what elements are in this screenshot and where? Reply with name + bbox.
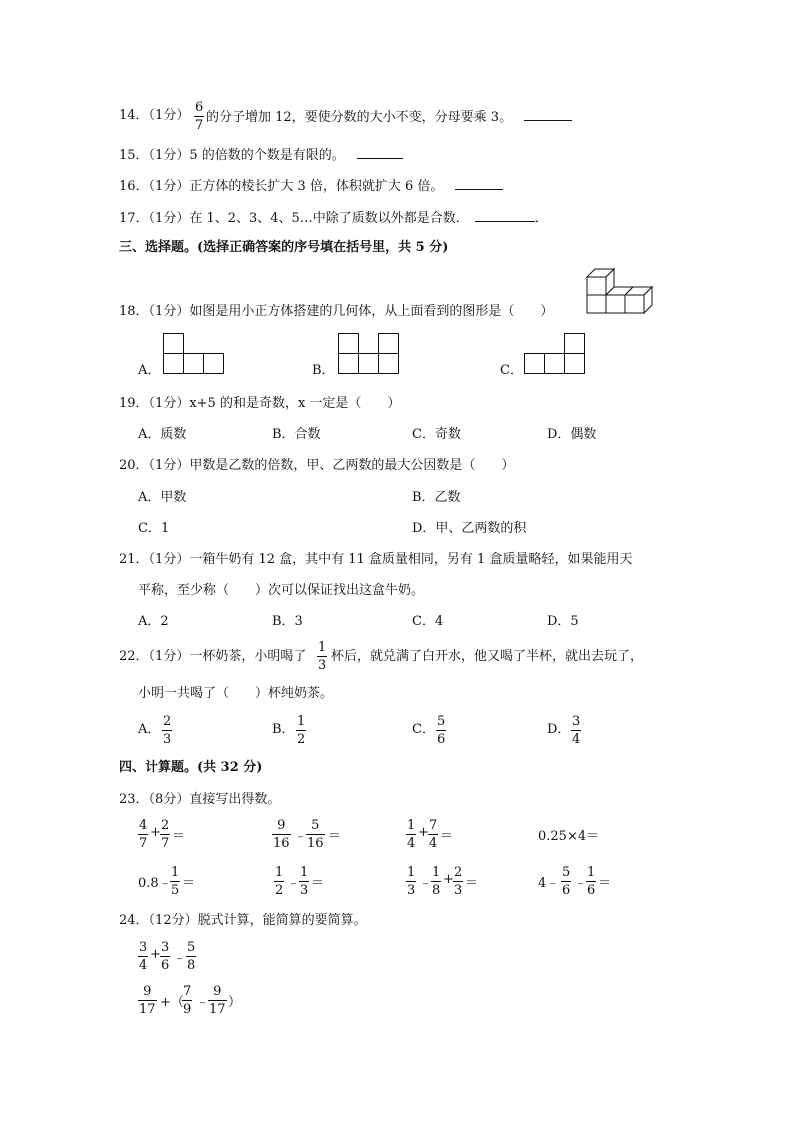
q18-option-b-figure[interactable]: [338, 333, 400, 375]
q20-option-d[interactable]: D．甲、乙两数的积: [412, 521, 527, 536]
denominator: 3: [454, 883, 463, 898]
q23-e8-pre: 4﹣: [538, 876, 560, 891]
numerator: 6: [195, 100, 204, 115]
close-paren: ）: [228, 995, 242, 1010]
numerator: 2: [161, 818, 170, 833]
numerator: 1: [407, 865, 416, 880]
numerator: 3: [139, 940, 148, 955]
q18-option-a-figure[interactable]: [163, 333, 225, 375]
equals-sign: ＝: [311, 876, 325, 891]
question-23: 23．（8分）直接写出得数。: [119, 792, 281, 807]
fraction-bar: [406, 834, 416, 835]
plus-sign: +: [418, 825, 429, 840]
q21-option-d[interactable]: D．5: [547, 614, 579, 629]
denominator: 7: [161, 836, 170, 851]
q14-rest: 的分子增加 12，要使分数的大小不变，分母要乘 3。: [206, 108, 572, 126]
q23-e3-frac-b: [428, 818, 438, 851]
denominator: 16: [273, 836, 290, 851]
q22-option-a-label[interactable]: A．: [138, 722, 161, 737]
q23-e7-frac-b: [431, 865, 441, 898]
question-20: 20．（1分）甲数是乙数的倍数，甲、乙两数的最大公因数是（ ）: [119, 458, 515, 473]
cube-solid-figure: [586, 268, 666, 316]
fraction-bar: [561, 881, 571, 882]
numerator: 1: [275, 865, 284, 880]
q19-option-b[interactable]: B．合数: [272, 427, 321, 442]
q24-e2-frac-c: [208, 984, 227, 1017]
denominator: 5: [171, 883, 180, 898]
equals-sign: ＝: [172, 829, 186, 844]
question-22-line1b: 杯后，就兑满了白开水，他又喝了半杯，就出去玩了，: [331, 649, 644, 664]
numerator: 7: [183, 984, 192, 999]
q23-e3-frac-a: [406, 818, 416, 851]
numerator: 1: [432, 865, 441, 880]
question-16: 16．（1分）正方体的棱长扩大 3 倍，体积就扩大 6 倍。: [119, 177, 503, 195]
section-3-title: 三、选择题。(选择正确答案的序号填在括号里，共 5 分): [119, 240, 449, 255]
equals-sign: ＝: [440, 829, 454, 844]
numerator: 5: [311, 818, 320, 833]
q24-e1-frac-c: [186, 940, 196, 973]
denominator: 4: [429, 836, 438, 851]
plus-sign: +: [150, 947, 161, 962]
question-24: 24．（12分）脱式计算，能简算的要简算。: [119, 913, 367, 928]
question-22-line1a: 22．（1分）一杯奶茶，小明喝了: [119, 649, 307, 664]
numerator: 1: [318, 640, 327, 655]
denominator: 6: [437, 732, 446, 747]
q14-prefix: 14．（1分）: [119, 108, 190, 123]
equals-sign: ＝: [182, 876, 196, 891]
q24-e1-frac-a: [138, 940, 148, 973]
fraction-bar: [208, 1000, 227, 1001]
q22-option-c-label[interactable]: C．: [412, 722, 435, 737]
numerator: 1: [171, 865, 180, 880]
denominator: 8: [432, 883, 441, 898]
denominator: 3: [407, 883, 416, 898]
fraction-bar: [160, 834, 170, 835]
numerator: 3: [161, 940, 170, 955]
q23-e8-frac-a: [561, 865, 571, 898]
fraction-bar: [194, 116, 204, 117]
denominator: 17: [139, 1002, 156, 1017]
fraction-bar: [299, 881, 309, 882]
q20-option-c[interactable]: C．1: [138, 521, 170, 536]
numerator: 5: [562, 865, 571, 880]
q23-e5-pre: 0.8﹣: [138, 876, 172, 891]
fraction-bar: [272, 834, 291, 835]
minus-sign: ﹣: [196, 995, 210, 1010]
q23-e8-frac-b: [586, 865, 596, 898]
q23-e2-frac-b: [306, 818, 325, 851]
fraction-bar: [296, 730, 306, 731]
q14-fraction: [194, 100, 204, 133]
question-18: 18．（1分）如图是用小正方体搭建的几何体，从上面看到的图形是（ ）: [119, 304, 554, 319]
denominator: 2: [297, 732, 306, 747]
q24-e2-frac-a: [138, 984, 157, 1017]
numerator: 7: [429, 818, 438, 833]
denominator: 17: [209, 1002, 226, 1017]
minus-sign: ﹣: [574, 876, 588, 891]
section-4-title: 四、计算题。(共 32 分): [119, 760, 263, 775]
denominator: 4: [407, 836, 416, 851]
plus-open-paren: +（: [160, 995, 184, 1010]
numerator: 1: [587, 865, 596, 880]
denominator: 6: [562, 883, 571, 898]
denominator: 3: [318, 658, 327, 673]
minus-sign: ﹣: [173, 951, 187, 966]
numerator: 3: [572, 714, 581, 729]
denominator: 7: [195, 118, 204, 133]
denominator: 3: [163, 732, 172, 747]
numerator: 9: [213, 984, 222, 999]
fraction-bar: [162, 730, 172, 731]
equals-sign: ＝: [328, 829, 342, 844]
q23-e6-frac-b: [299, 865, 309, 898]
fraction-bar: [571, 730, 581, 731]
numerator: 1: [300, 865, 309, 880]
q22-option-d-label[interactable]: D．: [547, 722, 571, 737]
q23-e1-frac-b: [160, 818, 170, 851]
fraction-bar: [138, 956, 148, 957]
numerator: 1: [407, 818, 416, 833]
numerator: 9: [143, 984, 152, 999]
fraction-bar: [453, 881, 463, 882]
plus-sign: +: [150, 825, 161, 840]
denominator: 3: [300, 883, 309, 898]
denominator: 4: [572, 732, 581, 747]
answer-blank[interactable]: [475, 209, 535, 222]
plus-sign: +: [443, 872, 454, 887]
minus-sign: ﹣: [287, 876, 301, 891]
fraction-bar: [436, 730, 446, 731]
minus-sign: ﹣: [419, 876, 433, 891]
q24-e1-frac-b: [160, 940, 170, 973]
fraction-bar: [182, 1000, 192, 1001]
q18-option-c-figure[interactable]: [524, 333, 586, 375]
q22-option-a-fraction[interactable]: [162, 714, 172, 747]
denominator: 16: [307, 836, 324, 851]
fraction-bar: [428, 834, 438, 835]
q19-option-d[interactable]: D．偶数: [547, 427, 597, 442]
q22-option-b-label[interactable]: B．: [272, 722, 295, 737]
q18-option-a-label[interactable]: A．: [138, 363, 161, 378]
numerator: 1: [297, 714, 306, 729]
fraction-bar: [160, 956, 170, 957]
q23-e7-frac-c: [453, 865, 463, 898]
question-21-line1: 21．（1分）一箱牛奶有 12 盒，其中有 11 盒质量相同，另有 1 盒质量略轻，如果能用天: [119, 552, 633, 567]
minus-sign: ﹣: [294, 829, 308, 844]
fraction-bar: [186, 956, 196, 957]
q22-fraction: [317, 640, 327, 673]
q21-option-c[interactable]: C．4: [412, 614, 444, 629]
fraction-bar: [138, 1000, 157, 1001]
q23-e5-frac-a: [170, 865, 180, 898]
numerator: 2: [454, 865, 463, 880]
q19-option-c[interactable]: C．奇数: [412, 427, 461, 442]
q23-e2-frac-a: [272, 818, 291, 851]
fraction-bar: [431, 881, 441, 882]
denominator: 6: [161, 958, 170, 973]
question-22-line2: 小明一共喝了（ ）杯纯奶茶。: [138, 686, 334, 701]
answer-blank[interactable]: [357, 146, 403, 159]
equals-sign: ＝: [465, 876, 479, 891]
fraction-bar: [138, 834, 148, 835]
denominator: 9: [183, 1002, 192, 1017]
q23-e7-frac-a: [406, 865, 416, 898]
denominator: 6: [587, 883, 596, 898]
fraction-bar: [586, 881, 596, 882]
q21-option-a[interactable]: A．2: [138, 614, 169, 629]
denominator: 4: [139, 958, 148, 973]
question-14: [119, 108, 189, 124]
q23-e4: 0.25×4＝: [538, 829, 600, 844]
q21-option-b[interactable]: B．3: [272, 614, 303, 629]
question-17: 17．（1分）在 1、2、3、4、5…中除了质数以外都是合数． ．: [119, 211, 548, 226]
fraction-bar: [170, 881, 180, 882]
denominator: 2: [275, 883, 284, 898]
fraction-bar: [406, 881, 416, 882]
q22-option-b-fraction[interactable]: [296, 714, 306, 747]
answer-blank[interactable]: [524, 108, 572, 121]
q20-option-b[interactable]: B．乙数: [412, 490, 461, 505]
q22-option-d-fraction[interactable]: [571, 714, 581, 747]
numerator: 9: [277, 818, 286, 833]
numerator: 5: [187, 940, 196, 955]
q18-option-c-label[interactable]: C．: [500, 363, 523, 378]
denominator: 7: [139, 836, 148, 851]
q19-option-a[interactable]: A．质数: [138, 427, 187, 442]
question-15: 15．（1分）5 的倍数的个数是有限的。: [119, 146, 403, 164]
numerator: 4: [139, 818, 148, 833]
fraction-bar: [317, 656, 327, 657]
equals-sign: ＝: [598, 876, 612, 891]
question-21-line2: 平称，至少称（ ）次可以保证找出这盒牛奶。: [138, 583, 425, 598]
answer-blank[interactable]: [455, 177, 503, 190]
q23-e6-frac-a: [274, 865, 284, 898]
q22-option-c-fraction[interactable]: [436, 714, 446, 747]
numerator: 5: [437, 714, 446, 729]
fraction-bar: [306, 834, 325, 835]
numerator: 2: [163, 714, 172, 729]
q18-option-b-label[interactable]: B．: [312, 363, 335, 378]
q23-e1-frac-a: [138, 818, 148, 851]
question-19: 19．（1分）x+5 的和是奇数，x 一定是（ ）: [119, 396, 401, 411]
fraction-bar: [274, 881, 284, 882]
q20-option-a[interactable]: A．甲数: [138, 490, 187, 505]
q24-e2-frac-b: [182, 984, 192, 1017]
denominator: 8: [187, 958, 196, 973]
